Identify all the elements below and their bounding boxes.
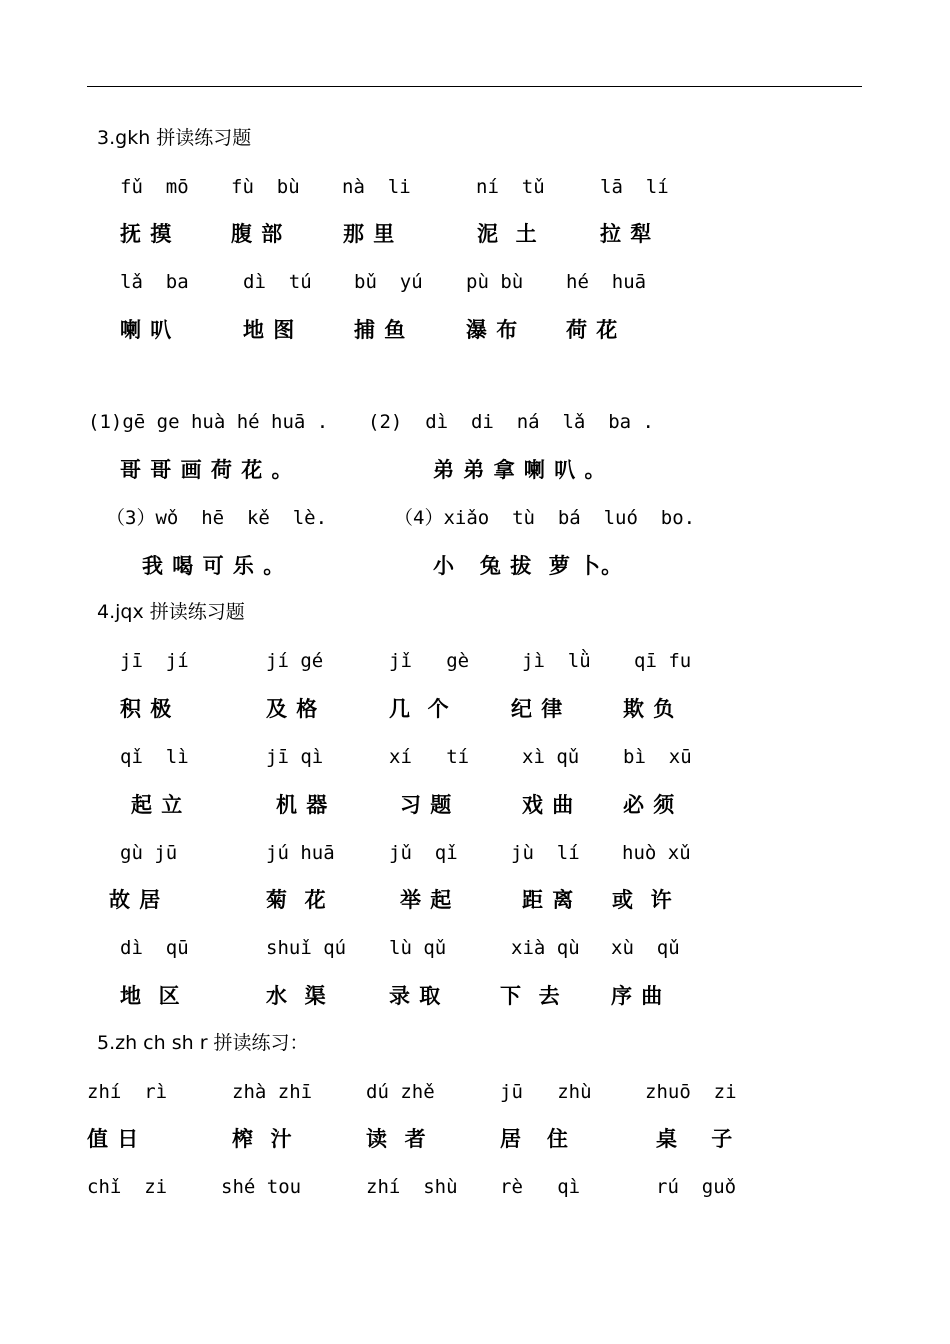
hanzi-word: 起 立 (131, 793, 184, 817)
pinyin-word: jū zhù (500, 1081, 592, 1103)
hanzi-word: 腹 部 (231, 222, 284, 246)
hanzi-word: 及 格 (266, 697, 319, 721)
sentence-hanzi: 小 兔 拔 萝 卜。 (433, 554, 624, 578)
pinyin-word: ní tǔ (476, 176, 545, 198)
sentence-hanzi: 哥 哥 画 荷 花 。 (120, 458, 294, 482)
section-title-gkh: 3.gkh 拼读练习题 (97, 127, 252, 149)
hanzi-word: 拉 犁 (600, 222, 653, 246)
hanzi-word: 举 起 (400, 888, 453, 912)
pinyin-word: dì qū (120, 937, 189, 959)
hanzi-word: 居 住 (500, 1127, 569, 1151)
pinyin-word: bì xū (623, 746, 692, 768)
hanzi-word: 荷 花 (566, 318, 619, 342)
hanzi-word: 必 须 (623, 793, 676, 817)
hanzi-word: 戏 曲 (522, 793, 575, 817)
pinyin-word: zhuō zi (645, 1081, 737, 1103)
hanzi-word: 故 居 (109, 888, 162, 912)
pinyin-word: gù jū (120, 842, 178, 864)
hanzi-word: 地 区 (120, 984, 181, 1008)
hanzi-word: 纪 律 (511, 697, 564, 721)
pinyin-word: jī qì (266, 746, 324, 768)
pinyin-word: jǐ gè (389, 650, 470, 672)
pinyin-word: jí gé (266, 650, 324, 672)
hanzi-word: 积 极 (120, 697, 173, 721)
hanzi-word: 距 离 (522, 888, 575, 912)
hanzi-word: 瀑 布 (466, 318, 519, 342)
sentence-pinyin: （3）wǒ hē kě lè. (106, 507, 328, 529)
pinyin-word: shé tou (221, 1176, 302, 1198)
pinyin-word: lǎ ba (120, 271, 189, 293)
pinyin-word: xù qǔ (611, 937, 680, 959)
pinyin-word: pù bù (466, 271, 524, 293)
pinyin-word: rú guǒ (656, 1176, 737, 1198)
pinyin-word: xì qǔ (522, 746, 580, 768)
pinyin-word: xià qù (511, 937, 580, 959)
hanzi-word: 地 图 (243, 318, 296, 342)
sentence-pinyin: （4）xiǎo tù bá luó bo. (394, 507, 696, 529)
hanzi-word: 抚 摸 (120, 222, 173, 246)
sentence-pinyin: (1)gē ge huà hé huā . (88, 411, 329, 433)
pinyin-word: dì tú (243, 271, 312, 293)
sentence-hanzi: 我 喝 可 乐 。 (142, 554, 286, 578)
pinyin-word: bǔ yú (354, 271, 423, 293)
hanzi-word: 序 曲 (611, 984, 664, 1008)
hanzi-word: 喇 叭 (120, 318, 173, 342)
hanzi-word: 几 个 (389, 697, 450, 721)
pinyin-word: fǔ mō (120, 176, 189, 198)
hanzi-word: 值 日 (87, 1127, 140, 1151)
hanzi-word: 机 器 (276, 793, 329, 817)
hanzi-word: 读 者 (366, 1127, 427, 1151)
pinyin-word: nà li (342, 176, 411, 198)
hanzi-word: 那 里 (343, 222, 396, 246)
top-rule (87, 86, 862, 87)
section-title-zhchshr: 5.zh ch sh r 拼读练习： (97, 1032, 309, 1054)
pinyin-word: huò xǔ (622, 842, 691, 864)
pinyin-word: qǐ lì (120, 746, 189, 768)
pinyin-word: jù lí (511, 842, 580, 864)
pinyin-word: dú zhě (366, 1081, 435, 1103)
sentence-hanzi: 弟 弟 拿 喇 叭 。 (433, 458, 607, 482)
pinyin-word: lù qǔ (389, 937, 447, 959)
hanzi-word: 水 渠 (266, 984, 327, 1008)
pinyin-word: jú huā (266, 842, 335, 864)
pinyin-word: fù bù (231, 176, 300, 198)
pinyin-word: zhí shù (366, 1176, 458, 1198)
hanzi-word: 习 题 (400, 793, 453, 817)
pinyin-word: qī fu (634, 650, 692, 672)
pinyin-word: zhí rì (87, 1081, 168, 1103)
pinyin-word: jī jí (120, 650, 189, 672)
hanzi-word: 榨 汁 (232, 1127, 293, 1151)
hanzi-word: 桌 子 (656, 1127, 734, 1151)
pinyin-word: xí tí (389, 746, 470, 768)
hanzi-word: 泥 土 (477, 222, 538, 246)
pinyin-word: jì lǜ (522, 650, 591, 672)
pinyin-word: zhà zhī (232, 1081, 313, 1103)
pinyin-word: shuǐ qú (266, 937, 347, 959)
pinyin-word: jǔ qǐ (389, 842, 458, 864)
pinyin-word: hé huā (566, 271, 647, 293)
hanzi-word: 下 去 (500, 984, 561, 1008)
section-title-jqx: 4.jqx 拼读练习题 (97, 601, 245, 623)
hanzi-word: 欺 负 (623, 697, 676, 721)
pinyin-word: lā lí (600, 176, 669, 198)
hanzi-word: 捕 鱼 (354, 318, 407, 342)
hanzi-word: 录 取 (389, 984, 442, 1008)
hanzi-word: 或 许 (612, 888, 673, 912)
pinyin-word: chǐ zi (87, 1176, 168, 1198)
hanzi-word: 菊 花 (266, 888, 327, 912)
sentence-pinyin: (2) dì di ná lǎ ba . (368, 411, 654, 433)
pinyin-word: rè qì (500, 1176, 581, 1198)
